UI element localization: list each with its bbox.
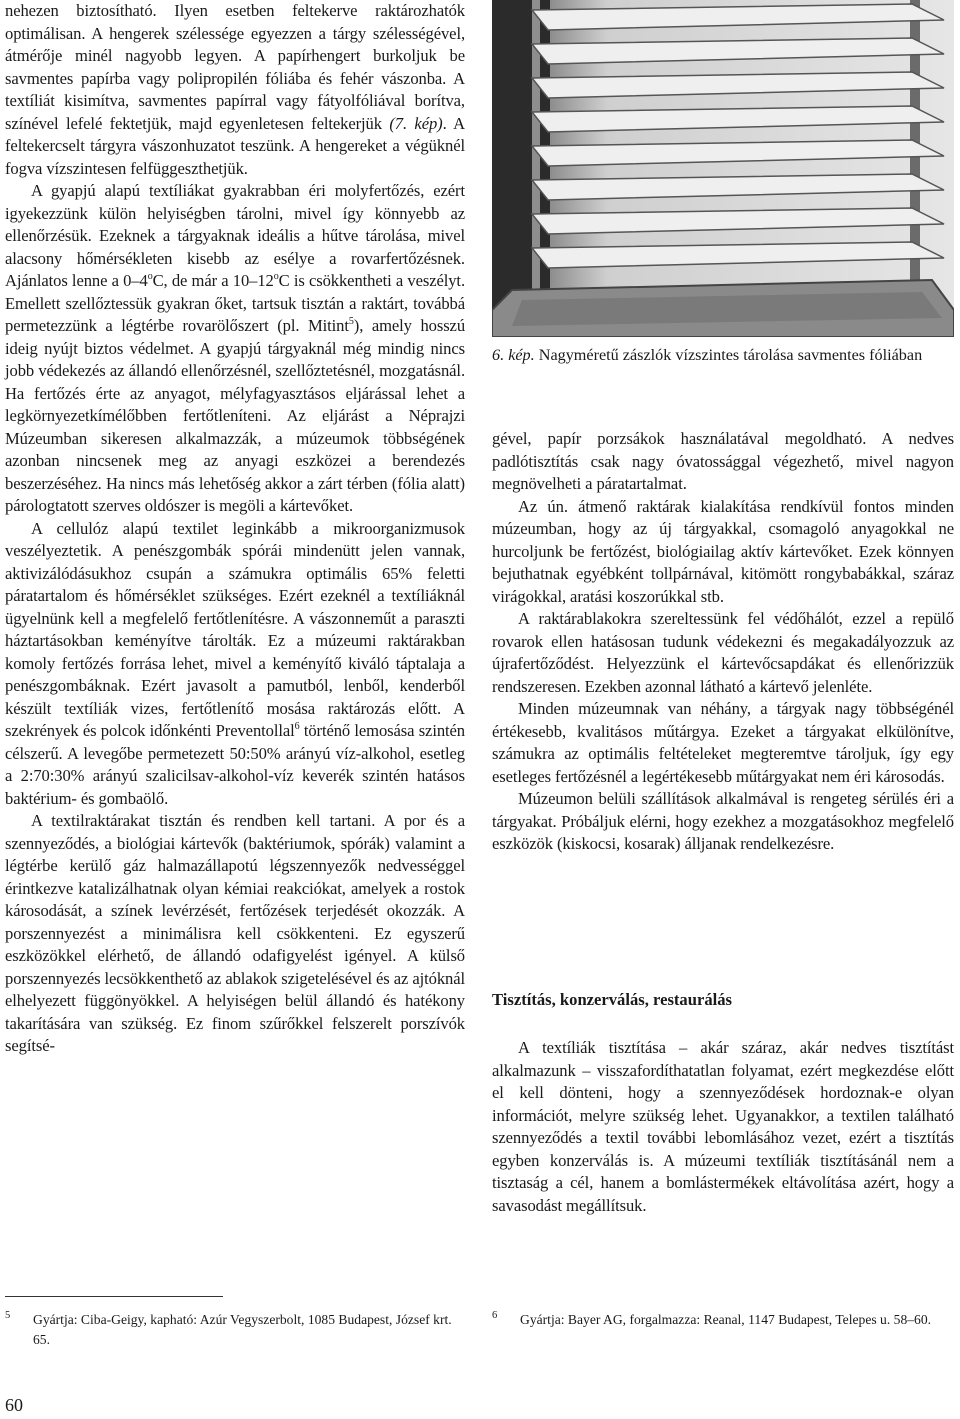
footnote-number: 6: [492, 1310, 498, 1321]
shelving-illustration: [492, 0, 954, 337]
footnote-text: Gyártja: Ciba-Geigy, kapható: Azúr Vegyszerbolt, 1085 Budapest, József krt. 65.: [33, 1312, 452, 1347]
right-column: [492, 428, 954, 856]
footnote-marker: 6: [294, 721, 300, 732]
degree-sign: o: [273, 271, 279, 282]
section-heading: Tisztítás, konzerválás, restaurálás: [492, 990, 732, 1009]
paragraph: A textíliák tisztítása – akár száraz, akár nedves tisztítást alkalmazunk – visszafordíthatatlan folyamat, ezért megkezdése előtt el kell dönteni, hogy a szennyeződések hordoznak-e olyan információt, melyre szükség lehet. Ugyanakkor, a textilen található szennyeződés a textil további lebomlásához vezet, ezért a tisztítás egyben konzerválás is. A múzeumi textíliák tisztításánál nem a tisztaság a cél, hanem a bomlástermékek eltávolítása azért, hogy a savasodást megállítsuk.: [492, 1038, 954, 1215]
paragraph: A textilraktárakat tisztán és rendben kell tartani. A por és a szennyeződés, a biológiai kártevők (baktériumok, spórák) valamint a légtérbe kerülő gáz halmazállapotú légszennyezők nedvességgel érintkezve katalizálhatnak olyan kémiai reakciókat, amelyek a rostok károsodását, a színek levérzését, fertőzések terjedését okozzák. A porszennyezést a minimálisra kell csökkenteni. Ez egyszerű eszközökkel elérhető, de állandó odafigyelést igényel. A külső porszennyezés lecsökkenthető az ablakok szigetelésével és az ajtóknál elhelyezett függönyökkel. A helyiségen belül állandó és hatékony takarítására van szükség. Ez finom szűrőkkel felszerelt porszívók segítsé-: [5, 811, 465, 1055]
footnote-number: 5: [5, 1310, 11, 1321]
footnote: [492, 1310, 954, 1330]
paragraph: Múzeumon belüli szállítások alkalmával is rengeteg sérülés éri a tárgyakat. Próbáljuk elérni, hogy ezekhez a mozgatásokhoz megfelelő eszközök (kiskocsi, kosarak) álljanak rendelkezésre.: [492, 789, 954, 853]
paragraph: [5, 518, 465, 811]
paragraph: Az ún. átmenő raktárak kialakítása rendkívül fontos minden múzeumban, hogy az új tárgyakkal, csomagoló anyagokkal ne hurcoljunk be fertőzést, biológiailag aktív kártevőket. Ezek könnyen bejuthatnak egyébként tollpárnával, kitömött rongybabákkal, száraz virágokkal, aratási koszorúkkal stb.: [492, 496, 954, 606]
text-run: C, de már a 10–12: [152, 271, 274, 290]
footnote: [5, 1310, 465, 1350]
paragraph: [5, 0, 465, 180]
caption-text: Nagyméretű zászlók vízszintes tárolása savmentes fóliában: [534, 346, 923, 364]
text-run: történő lemosása szintén célszerű. A levegőbe permetezett 50:50% arányú víz-alkohol, esetleg a 2:70:30% arányú szalicilsav-alkohol-víz keverék szintén hatásos baktérium- és gombaölő.: [5, 721, 465, 808]
figure-label: 6. kép.: [492, 346, 535, 364]
figure-reference: (7. kép): [389, 113, 443, 133]
page-number: 60: [5, 1395, 23, 1415]
text-run: A cellulóz alapú textilet leginkább a mikroorganizmusok veszélyeztetik. A penészgombák spórái mindenütt jelen vannak, aktivizálódásukhoz csupán a számukra optimális 65% feletti páratartalom és hőmérséklet szükséges. Ezért ezeknél a textíliáknál ügyelnünk kell a megfelelő fertőtlenítésre. A vászonneműt a paraszti háztartásokban keményítve tárolták. Ez a múzeumi raktárakban komoly fertőzés forrása lehet, mivel a keményítő kiváló táptalaja a penészgombáknak. Ezért javasolt a pamutból, lenből, kenderből készült textíliák vizes, fertőtlenítő mosása raktározás előtt. A szekrények és polcok időnkénti Preventollal: [5, 518, 465, 740]
paragraph: gével, papír porzsákok használatával megoldható. A nedves padlótisztítás csak nagy óvatossággal végezhető, mivel nagyon megnövelheti a páratartalmat.: [492, 429, 954, 493]
footnote-divider: [5, 1296, 223, 1297]
text-run: C is csökkentheti a veszélyt. Emellett szellőztessük gyakran őket, tartsuk tisztán a raktárt, továbbá permetezzünk a légtérbe rovarölőszert (pl. Mitint: [5, 271, 465, 335]
right-column-lower: [492, 1037, 954, 1217]
text-run: ), amely hosszú ideig nyújt biztos védelmet. A gyapjú tárgyaknál még mindig nincs jobb védekezés az állandó ellenőrzésnél, szellőztetésnél, mozgatásnál. Ha fertőzés érte az anyagot, mélyfagyasztásos eljárással lehet a legkörnyezetkímélőbben fertőtleníteni. Az eljárást a Néprajzi Múzeumban sikeresen alkalmazzák, a múzeumok többségének azonban nincsenek meg az anyagi eszközei a berendezés beszerzéséhez. Ha nincs más lehetőség akkor a zárt térben (fólia alatt) párologtatott szerves oldószer is megöli a kártevőket.: [5, 316, 466, 515]
paragraph: Minden múzeumnak van néhány, a tárgyak nagy többségénél értékesebb, kvalitásos műtárgya. Ezeket a tárgyakat elkülönítve, számukra az optimális feltételeket megteremtve tároljuk, így egy esetleges fertőzésnél a legértékesebb műtárgyakat nem éri károsodás.: [492, 699, 954, 786]
footnote-text: Gyártja: Bayer AG, forgalmazza: Reanal, 1147 Budapest, Telepes u. 58–60.: [520, 1312, 932, 1327]
paragraph: [5, 180, 465, 518]
text-run: . A feltekercselt tárgyra vászonhuzatot teszünk. A hengereket a végüknél fogva vízszintesen felfüggeszthetjük.: [5, 113, 465, 178]
figure-caption: [492, 344, 954, 366]
shelving-photo: [492, 0, 954, 337]
footnote-marker: 5: [348, 316, 354, 327]
text-run: nehezen biztosítható. Ilyen esetben feltekerve raktározhatók optimálisan. A hengerek szélessége egyezzen a tárgy szélességével, átmérője minél nagyobb legyen. A papírhengert burkoljuk be savmentes papírba vagy polipropilén fóliába és fehér vászonba. A textíliát kisimítva, savmentes papírral vagy fátyolfóliával borítva, színével lefelé fektetjük, majd egyenletesen feltekerjük: [5, 1, 465, 133]
text-run: A gyapjú alapú textíliákat gyakrabban éri molyfertőzés, ezért igyekezzünk külön helyiségben tárolni, mivel így könnyebb az ellenőrzésük. Ezeknek a tárgyaknak ideális a hűtve tárolása, mivel alacsony hőmérsékleten kisebb az esélye a rovarfertőzésnek. Ajánlatos lenne a 0–4: [5, 181, 465, 290]
paragraph: A raktárablakokra szereltessünk fel védőhálót, ezzel a repülő rovarok ellen hatásosan tudunk védekezni és megakadályozzuk az újrafertőződést. Helyezzünk el kártevőcsapdákat és ellenőrizzük rendszeresen. Ezekben azonnal látható a kártevő jelenléte.: [492, 609, 954, 696]
degree-sign: o: [147, 271, 153, 282]
left-column: [5, 0, 465, 1058]
